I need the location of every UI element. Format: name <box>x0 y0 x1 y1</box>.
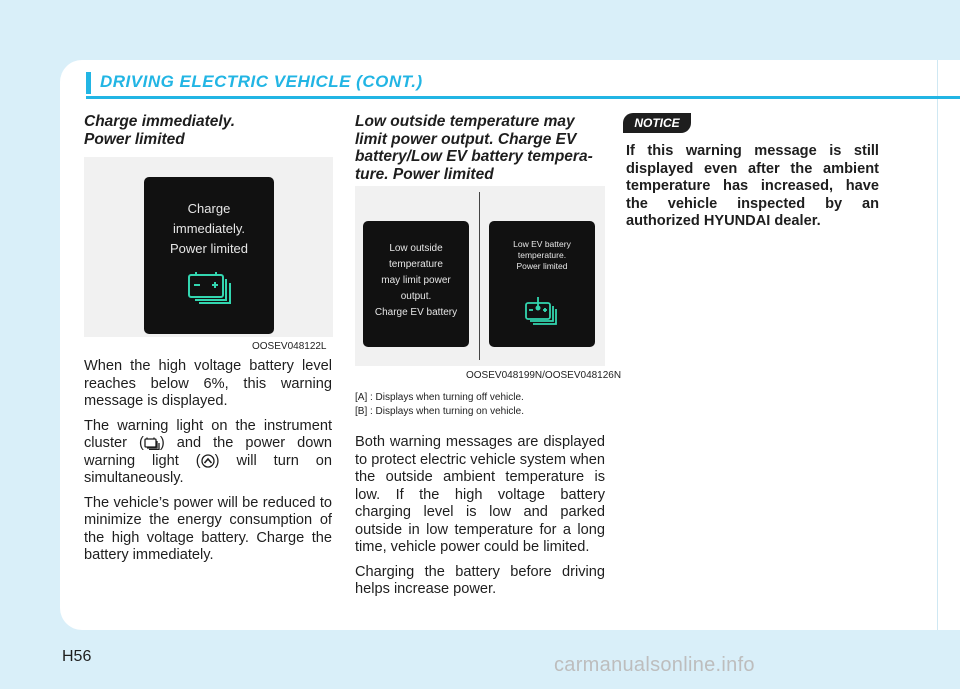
left-paragraph-2 <box>84 418 332 488</box>
middle-subheading-line-2: limit power output. Charge EV <box>355 130 577 148</box>
cluster-screen-low-outside-temp <box>363 221 469 347</box>
site-watermark: carmanualsonline.info <box>554 654 755 676</box>
screen-a-line-3: may limit power <box>381 275 451 286</box>
screen-a-line-4: output. <box>400 291 432 302</box>
screen-b-line-1: Low EV battery <box>513 239 571 249</box>
middle-subheading-line-4: ture. Power limited <box>355 165 494 183</box>
power-down-icon <box>201 454 215 468</box>
left-figure <box>84 157 333 337</box>
left-figure-caption: OOSEV048122L <box>252 341 327 352</box>
left-paragraph-2-c: ) will turn on simultaneously. <box>84 452 332 486</box>
screen-line-2: immediately. <box>172 221 245 236</box>
figure-note-b: [B] : Displays when turning on vehicle. <box>355 406 524 417</box>
middle-paragraph-2: Charging the battery before driving helps increase power. <box>355 563 605 597</box>
screen-a-line-1: Low outside <box>389 243 443 254</box>
screen-line-1: Charge <box>187 201 231 216</box>
header-accent-bar <box>86 72 91 94</box>
left-paragraph-2-b: ) and the power down warning light ( <box>84 435 332 469</box>
screen-b-line-2: temperature. <box>517 250 567 260</box>
left-subheading-block <box>84 113 332 148</box>
middle-figure-caption: OOSEV048199N/OOSEV048126N <box>466 370 622 381</box>
middle-figure <box>355 186 605 366</box>
middle-subheading-line-1: Low outside temperature may <box>355 113 575 130</box>
notice-text: If this warning message is still displayed even after the ambient temperature has increased, have the vehicle inspected by an authorized HYUNDAI dealer. <box>626 143 879 229</box>
left-body <box>84 358 332 572</box>
section-title: DRIVING ELECTRIC VEHICLE (CONT.) <box>100 72 423 91</box>
figure-note-a: [A] : Displays when turning off vehicle. <box>355 392 524 403</box>
screen-a-line-5: Charge EV battery <box>374 307 458 318</box>
left-subheading-line-2: Power limited <box>84 130 185 148</box>
header-rule <box>86 96 960 99</box>
left-paragraph-3: The vehicle’s power will be reduced to minimize the energy consumption of the high voltage battery. Charge the battery immediately. <box>84 494 332 563</box>
figure-notes <box>355 391 524 419</box>
middle-paragraph-1: Both warning messages are displayed to protect electric vehicle system when the outside ambient temperature is low. If the high voltage battery charging level is low and parked outside in low temperature for a long time, vehicle power could be limited. <box>355 434 605 555</box>
cluster-screen-low-battery-temp <box>489 221 595 347</box>
left-paragraph-2-a: The warning light on the instrument cluster ( <box>84 417 332 451</box>
battery-temperature-icon <box>524 295 560 327</box>
cluster-screen-charge <box>144 177 274 334</box>
middle-body <box>355 434 605 606</box>
middle-subheading-line-3: battery/Low EV battery tempera- <box>355 148 593 165</box>
battery-charge-icon <box>144 436 160 450</box>
page-number: H56 <box>62 648 92 665</box>
left-subheading-line-1: Charge immediately. <box>84 113 236 130</box>
page-edge-line <box>937 60 938 630</box>
battery-charge-icon <box>186 267 234 307</box>
screen-b-line-3: Power limited <box>516 261 568 271</box>
middle-subheading-block <box>355 113 605 183</box>
left-paragraph-1: When the high voltage battery level reaches below 6%, this warning message is displayed. <box>84 358 332 409</box>
screen-line-3: Power limited <box>169 241 249 256</box>
figure-divider <box>479 192 480 360</box>
notice-badge: NOTICE <box>623 113 691 133</box>
screen-a-line-2: temperature <box>389 259 443 270</box>
